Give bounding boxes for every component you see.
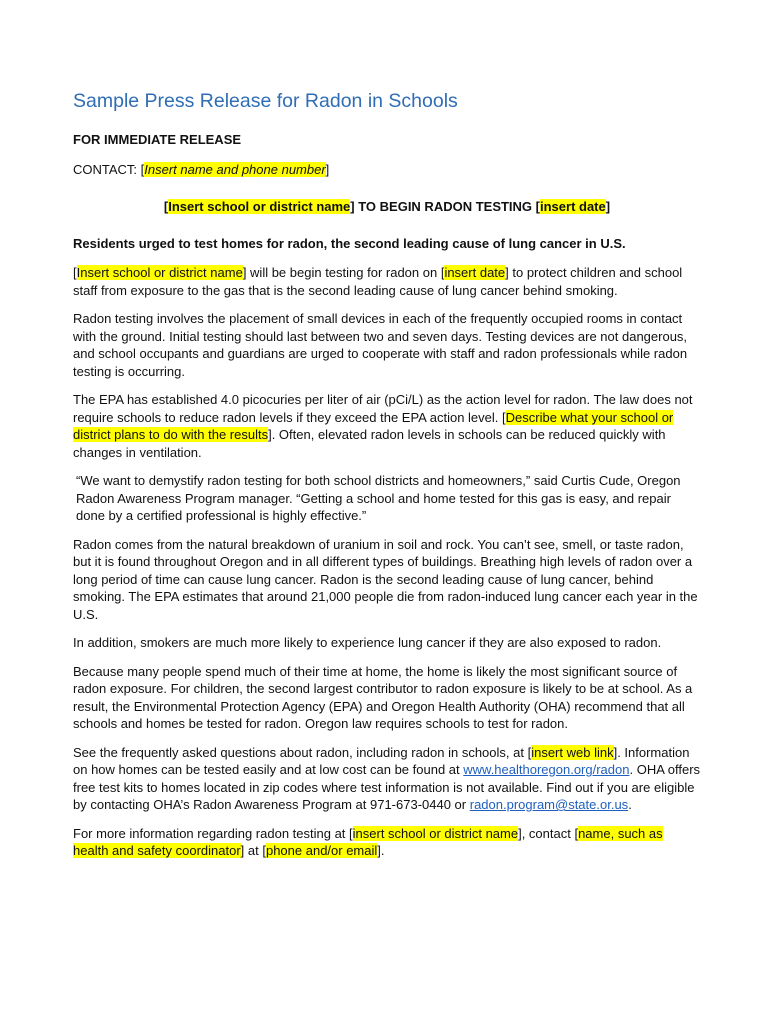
paragraph-6: In addition, smokers are much more likely to experience lung cancer if they are also exposed to radon. bbox=[73, 635, 662, 650]
p9-end: ]. bbox=[377, 843, 385, 858]
paragraph-1 bbox=[73, 264, 701, 299]
paragraph-5: Radon comes from the natural breakdown of uranium in soil and rock. You can’t see, smell, or taste radon, but it is found throughout Oregon and in all different types of buildings. Breathing high levels of radon over a long period of time can cause lung cancer. Radon is the second leading cause of lung cancer, behind smoking. The EPA estimates that around 21,000 people die from radon-induced lung cancer each year in the U.S. bbox=[73, 536, 698, 622]
p9-phone-placeholder: phone and/or email bbox=[265, 843, 378, 858]
p1-school-placeholder: Insert school or district name bbox=[76, 265, 243, 280]
subheadline: Residents urged to test homes for radon, the second leading cause of lung cancer in U.S. bbox=[73, 235, 626, 251]
p3-start: The EPA has established 4.0 picocuries per liter of air (pCi/L) as the action level for radon. The law does not require schools to reduce radon levels if they exceed the EPA action level. [ bbox=[73, 392, 693, 425]
p8-start: See the frequently asked questions about radon, including radon in schools, at [ bbox=[73, 744, 532, 760]
contact-end: ] bbox=[325, 161, 330, 177]
paragraph-4-quote: “We want to demystify radon testing for both school districts and homeowners,” said Curtis Cude, Oregon Radon Awareness Program manager. “Getting a school and home tested for this gas is easy, and repair done by a certified professional is highly effective.” bbox=[76, 473, 681, 523]
p1-date-placeholder: insert date bbox=[444, 265, 506, 280]
p8-mid: ]. Information on how homes can be tested easily and at low cost can be found at bbox=[73, 744, 690, 777]
p1-rest: ] to protect children and school staff from exposure to the gas that is the second leading cause of lung cancer behind smoking. bbox=[73, 265, 683, 298]
p9-start: For more information regarding radon testing at [ bbox=[73, 825, 353, 841]
headline-close: ] bbox=[605, 199, 611, 214]
paragraph-8 bbox=[73, 744, 701, 814]
release-line: FOR IMMEDIATE RELEASE bbox=[73, 132, 242, 147]
p9-mid2: ] at [ bbox=[240, 843, 266, 858]
headline-school-placeholder: Insert school or district name bbox=[168, 199, 351, 214]
p8-end: . bbox=[628, 797, 632, 812]
p1-open: [ bbox=[73, 265, 77, 280]
headline bbox=[73, 198, 701, 216]
headline-middle: ] TO BEGIN RADON TESTING [ bbox=[350, 199, 540, 214]
radon-program-email-link[interactable]: radon.program@state.or.us bbox=[469, 797, 629, 812]
p9-mid: ], contact [ bbox=[518, 825, 579, 841]
p1-mid: ] will be begin testing for radon on [ bbox=[242, 265, 445, 280]
p9-contact-placeholder: name, such as health and safety coordinator bbox=[73, 825, 663, 858]
document-body bbox=[73, 88, 701, 871]
headline-open: [ bbox=[163, 199, 169, 214]
contact-label: CONTACT: [ bbox=[73, 161, 145, 177]
paragraph-7: Because many people spend much of their time at home, the home is likely the most significant source of radon exposure. For children, the second largest contributor to radon exposure is likely to be at school. As a result, the Environmental Protection Agency (EPA) and Oregon Health Authority (OHA) recommend that all schools and homes be tested for radon. Oregon law requires schools to test for radon. bbox=[73, 663, 693, 731]
p8-mid2: . OHA offers free test kits to homes located in zip codes where test information is not available. Find out if you are eligible by contacting OHA’s Radon Awareness Program at 971-673-0440 or bbox=[73, 762, 701, 812]
headline-date-placeholder: insert date bbox=[540, 199, 606, 214]
paragraph-2: Radon testing involves the placement of small devices in each of the frequently occupied rooms in contact with the ground. Initial testing should last between two and seven days. Testing devices are not dangerous, and school occupants and guardians are urged to cooperate with staff and radon professionals while radon testing is occurring. bbox=[73, 311, 688, 379]
contact-placeholder: Insert name and phone number bbox=[144, 161, 326, 177]
healthoregon-link[interactable]: www.healthoregon.org/radon bbox=[463, 762, 630, 777]
page-title: Sample Press Release for Radon in Schools bbox=[73, 90, 458, 112]
p9-school-placeholder: insert school or district name bbox=[352, 825, 519, 841]
p3-end: ]. Often, elevated radon levels in schools can be reduced quickly with changes in ventilation. bbox=[73, 427, 666, 460]
paragraph-9 bbox=[73, 825, 701, 860]
paragraph-3 bbox=[73, 391, 701, 461]
p8-weblink-placeholder: insert web link bbox=[531, 744, 614, 760]
p3-results-placeholder: Describe what your school or district plans to do with the results bbox=[73, 409, 674, 442]
contact-line bbox=[73, 161, 701, 179]
